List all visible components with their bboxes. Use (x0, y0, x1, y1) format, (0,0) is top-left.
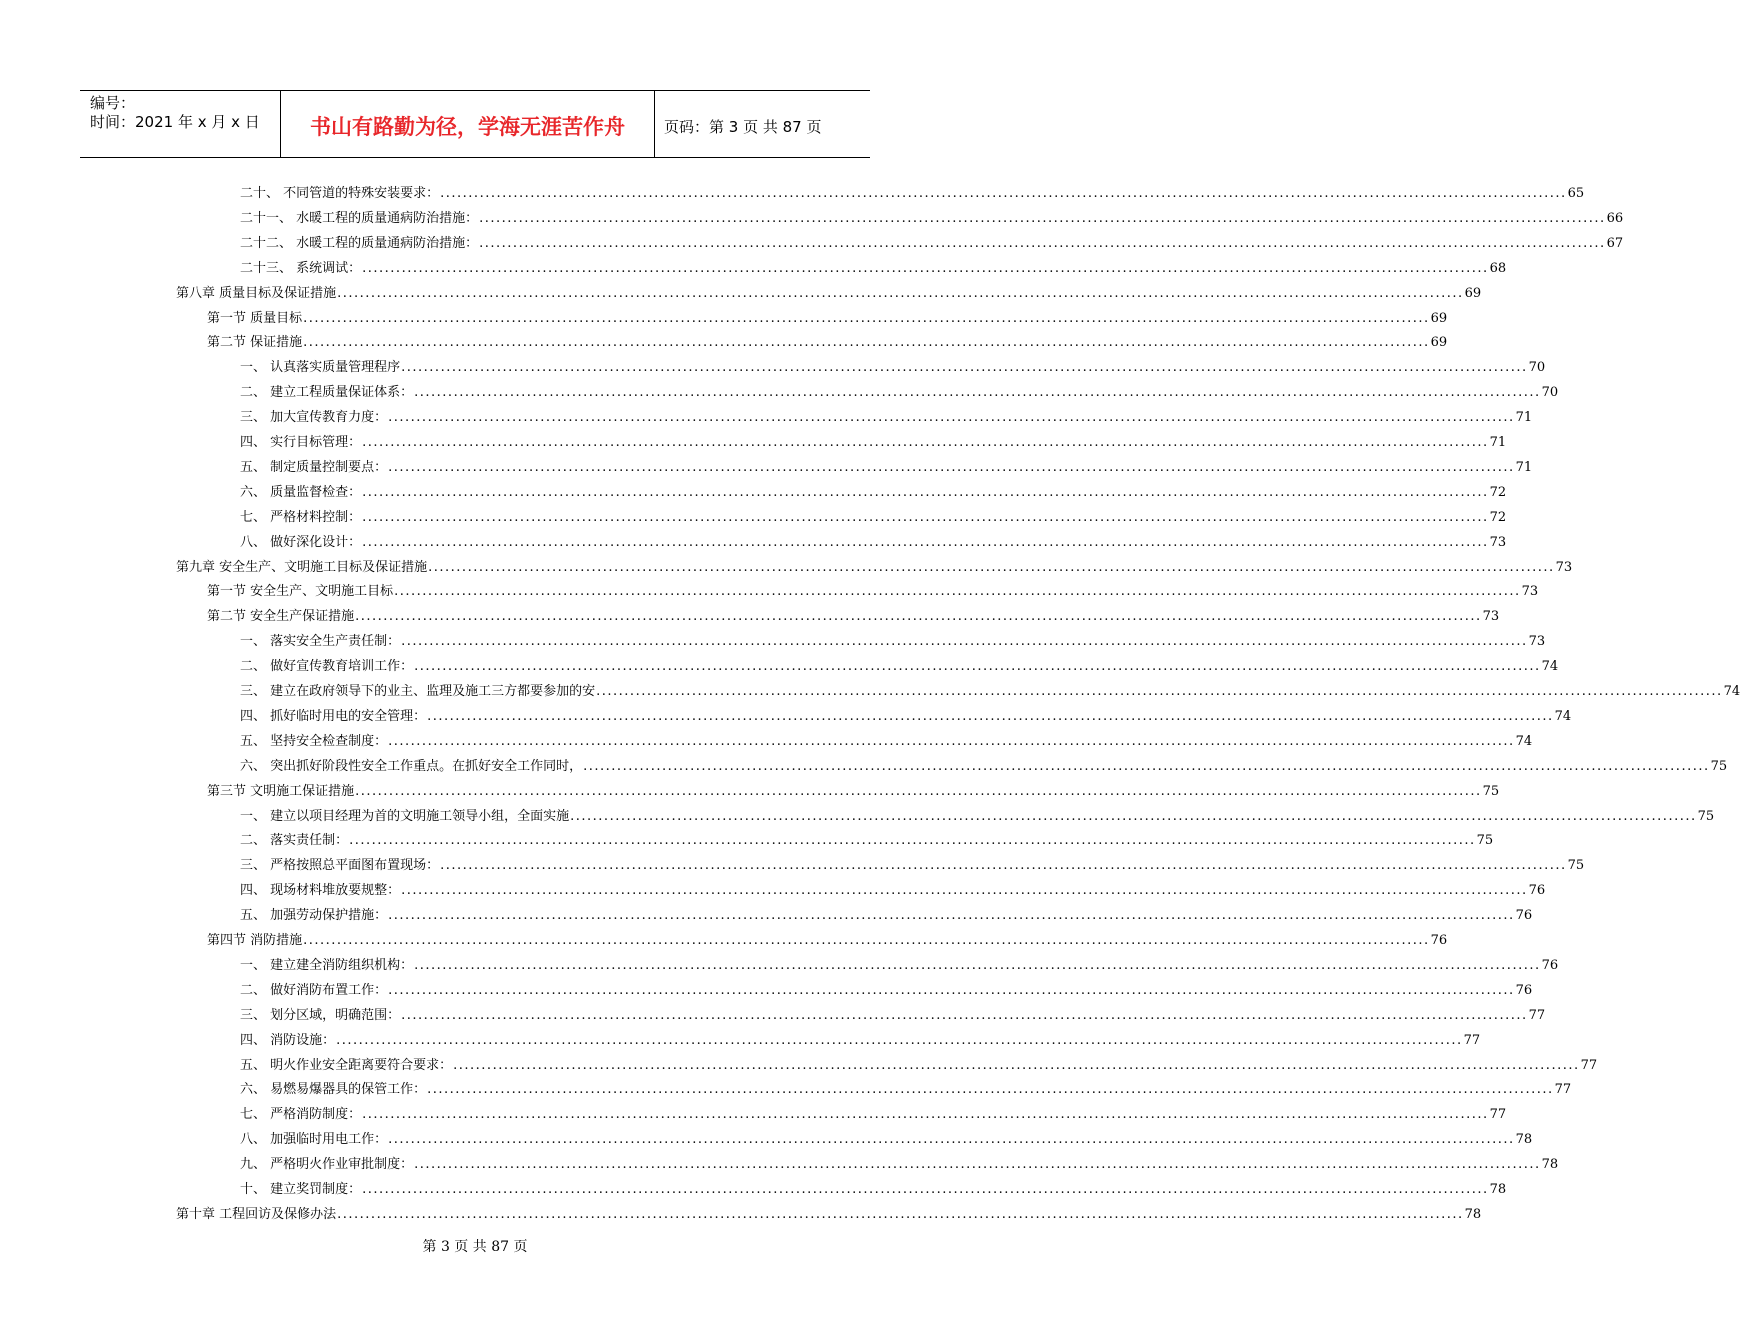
toc-entry-page: 74 (1723, 684, 1740, 699)
toc-entry[interactable] (240, 807, 1715, 827)
toc-entry-title: 二十、 不同管道的特殊安装要求： (240, 186, 440, 201)
header-meta (80, 91, 281, 157)
toc-entry[interactable] (240, 657, 1559, 677)
toc-entry[interactable] (240, 1056, 1598, 1076)
toc-entry-page: 65 (1567, 186, 1585, 201)
toc-entry-title: 第一节 安全生产、文明施工目标 (207, 584, 394, 599)
toc-entry-title: 十、 建立奖罚制度： (240, 1182, 362, 1197)
toc-entry-page: 74 (1515, 734, 1533, 749)
toc-leader-dots: ........................................................................................................................................................................................................ (414, 1157, 1541, 1172)
toc-entry-title: 三、 严格按照总平面图布置现场： (240, 858, 440, 873)
toc-leader-dots: ........................................................................................................................................................................................................ (388, 410, 1515, 425)
toc-leader-dots: ........................................................................................................................................................................................................ (479, 236, 1606, 251)
toc-entry-title: 二十一、 水暖工程的质量通病防治措施： (240, 211, 479, 226)
toc-entry-page: 66 (1606, 211, 1624, 226)
toc-entry-page: 70 (1528, 360, 1546, 375)
toc-entry[interactable] (207, 333, 1448, 353)
toc-entry-page: 76 (1515, 908, 1533, 923)
toc-leader-dots: ........................................................................................................................................................................................................ (440, 186, 1567, 201)
toc-entry[interactable] (240, 906, 1533, 926)
toc-entry-page: 69 (1464, 286, 1482, 301)
toc-entry-page: 75 (1567, 858, 1585, 873)
toc-entry-title: 一、 建立以项目经理为首的文明施工领导小组，全面实施 (240, 809, 570, 824)
toc-leader-dots: ........................................................................................................................................................................................................ (337, 1207, 1464, 1222)
toc-leader-dots: ........................................................................................................................................................................................................ (355, 784, 1482, 799)
toc-entry[interactable] (176, 1205, 1482, 1225)
toc-entry-page: 73 (1521, 584, 1539, 599)
toc-entry[interactable] (240, 458, 1533, 478)
toc-entry[interactable] (240, 533, 1507, 553)
toc-leader-dots: ........................................................................................................................................................................................................ (388, 908, 1515, 923)
toc-leader-dots: ........................................................................................................................................................................................................ (362, 1107, 1489, 1122)
toc-entry-title: 九、 严格明火作业审批制度： (240, 1157, 414, 1172)
toc-entry-page: 75 (1697, 809, 1715, 824)
toc-entry[interactable] (240, 732, 1533, 752)
toc-entry[interactable] (207, 782, 1500, 802)
toc-entry[interactable] (207, 309, 1448, 329)
toc-entry[interactable] (240, 1155, 1559, 1175)
toc-leader-dots: ........................................................................................................................................................................................................ (336, 1033, 1463, 1048)
toc-entry-title: 三、 划分区域，明确范围： (240, 1008, 401, 1023)
document-date: 时间：2021 年 x 月 x 日 (90, 113, 260, 131)
toc-entry[interactable] (240, 632, 1546, 652)
toc-entry-title: 第二节 安全生产保证措施 (207, 609, 355, 624)
toc-entry-title: 第一节 质量目标 (207, 311, 303, 326)
toc-entry-page: 75 (1710, 759, 1728, 774)
toc-entry-page: 70 (1541, 385, 1559, 400)
toc-entry[interactable] (240, 383, 1559, 403)
toc-entry-title: 二、 落实责任制： (240, 833, 349, 848)
toc-leader-dots: ........................................................................................................................................................................................................ (394, 584, 1521, 599)
toc-leader-dots: ........................................................................................................................................................................................................ (414, 958, 1541, 973)
toc-entry-title: 七、 严格材料控制： (240, 510, 362, 525)
toc-leader-dots: ........................................................................................................................................................................................................ (362, 510, 1489, 525)
toc-leader-dots: ........................................................................................................................................................................................................ (414, 659, 1541, 674)
toc-leader-dots: ........................................................................................................................................................................................................ (453, 1058, 1580, 1073)
toc-entry-page: 72 (1489, 485, 1507, 500)
toc-leader-dots: ........................................................................................................................................................................................................ (401, 1008, 1528, 1023)
toc-entry-title: 第三节 文明施工保证措施 (207, 784, 355, 799)
toc-entry-title: 七、 严格消防制度： (240, 1107, 362, 1122)
toc-entry-page: 72 (1489, 510, 1507, 525)
toc-entry[interactable] (207, 931, 1448, 951)
toc-entry[interactable] (176, 284, 1482, 304)
toc-leader-dots: ........................................................................................................................................................................................................ (303, 933, 1430, 948)
toc-leader-dots: ........................................................................................................................................................................................................ (583, 759, 1710, 774)
toc-entry[interactable] (240, 707, 1572, 727)
toc-leader-dots: ........................................................................................................................................................................................................ (427, 709, 1554, 724)
toc-entry-title: 第十章 工程回访及保修办法 (176, 1207, 337, 1222)
toc-entry-page: 78 (1541, 1157, 1559, 1172)
toc-entry[interactable] (240, 856, 1585, 876)
toc-leader-dots: ........................................................................................................................................................................................................ (355, 609, 1482, 624)
toc-entry[interactable] (207, 582, 1539, 602)
toc-entry[interactable] (176, 558, 1573, 578)
toc-leader-dots: ........................................................................................................................................................................................................ (596, 684, 1723, 699)
toc-entry-page: 69 (1430, 311, 1448, 326)
toc-entry[interactable] (240, 1180, 1507, 1200)
toc-entry[interactable] (240, 1105, 1507, 1125)
toc-entry-page: 73 (1489, 535, 1507, 550)
toc-leader-dots: ........................................................................................................................................................................................................ (440, 858, 1567, 873)
toc-entry-title: 二十二、 水暖工程的质量通病防治措施： (240, 236, 479, 251)
toc-entry[interactable] (240, 981, 1533, 1001)
toc-entry[interactable] (240, 956, 1559, 976)
toc-leader-dots: ........................................................................................................................................................................................................ (362, 435, 1489, 450)
toc-entry-page: 71 (1515, 410, 1533, 425)
toc-entry-page: 74 (1554, 709, 1572, 724)
toc-leader-dots: ........................................................................................................................................................................................................ (388, 460, 1515, 475)
toc-entry-page: 77 (1528, 1008, 1546, 1023)
toc-leader-dots: ........................................................................................................................................................................................................ (388, 983, 1515, 998)
toc-entry-title: 一、 建立建全消防组织机构： (240, 958, 414, 973)
toc-entry-title: 五、 坚持安全检查制度： (240, 734, 388, 749)
toc-entry[interactable] (207, 607, 1500, 627)
toc-entry[interactable] (240, 408, 1533, 428)
toc-leader-dots: ........................................................................................................................................................................................................ (414, 385, 1541, 400)
toc-entry-page: 75 (1476, 833, 1494, 848)
toc-entry-title: 第九章 安全生产、文明施工目标及保证措施 (176, 560, 428, 575)
toc-entry-page: 78 (1515, 1132, 1533, 1147)
toc-entry-title: 四、 消防设施： (240, 1033, 336, 1048)
toc-leader-dots: ........................................................................................................................................................................................................ (388, 1132, 1515, 1147)
toc-entry-title: 第四节 消防措施 (207, 933, 303, 948)
document-number-label: 编号： (90, 94, 136, 112)
toc-entry[interactable] (240, 358, 1546, 378)
toc-entry-page: 78 (1489, 1182, 1507, 1197)
toc-entry-title: 四、 抓好临时用电的安全管理： (240, 709, 427, 724)
toc-entry-page: 77 (1489, 1107, 1507, 1122)
toc-entry[interactable] (240, 757, 1728, 777)
toc-leader-dots: ........................................................................................................................................................................................................ (362, 485, 1489, 500)
toc-entry-title: 四、 现场材料堆放要规整： (240, 883, 401, 898)
toc-entry-page: 69 (1430, 335, 1448, 350)
toc-leader-dots: ........................................................................................................................................................................................................ (303, 311, 1430, 326)
toc-leader-dots: ........................................................................................................................................................................................................ (401, 883, 1528, 898)
toc-entry-title: 二、 做好宣传教育培训工作： (240, 659, 414, 674)
header-motto: 书山有路勤为径，学海无涯苦作舟 (281, 91, 655, 157)
toc-entry-title: 六、 易燃易爆器具的保管工作： (240, 1082, 427, 1097)
toc-entry-title: 五、 加强劳动保护措施： (240, 908, 388, 923)
toc-leader-dots: ........................................................................................................................................................................................................ (337, 286, 1464, 301)
toc-entry[interactable] (240, 508, 1507, 528)
toc-entry[interactable] (240, 184, 1585, 204)
toc-entry-page: 77 (1554, 1082, 1572, 1097)
toc-entry-title: 第八章 质量目标及保证措施 (176, 286, 337, 301)
toc-entry-title: 五、 制定质量控制要点： (240, 460, 388, 475)
toc-leader-dots: ........................................................................................................................................................................................................ (362, 1182, 1489, 1197)
toc-leader-dots: ........................................................................................................................................................................................................ (349, 833, 1476, 848)
toc-entry-title: 六、 突出抓好阶段性安全工作重点。在抓好安全工作同时， (240, 759, 583, 774)
toc-leader-dots: ........................................................................................................................................................................................................ (401, 634, 1528, 649)
toc-entry-title: 三、 建立在政府领导下的业主、监理及施工三方都要参加的安 (240, 684, 596, 699)
toc-leader-dots: ........................................................................................................................................................................................................ (479, 211, 1606, 226)
toc-entry-page: 78 (1464, 1207, 1482, 1222)
toc-entry[interactable] (240, 881, 1546, 901)
toc-entry-title: 八、 做好深化设计： (240, 535, 362, 550)
toc-entry-page: 76 (1541, 958, 1559, 973)
toc-entry[interactable] (240, 1006, 1546, 1026)
toc-entry-page: 67 (1606, 236, 1624, 251)
toc-entry[interactable] (240, 259, 1507, 279)
toc-entry-title: 二十三、 系统调试： (240, 261, 362, 276)
toc-leader-dots: ........................................................................................................................................................................................................ (303, 335, 1430, 350)
toc-entry-title: 二、 做好消防布置工作： (240, 983, 388, 998)
toc-entry-title: 一、 落实安全生产责任制： (240, 634, 401, 649)
header-page-number: 页码：第 3 页 共 87 页 (664, 117, 822, 136)
page-footer: 第 3 页 共 87 页 (422, 1239, 528, 1255)
page-header (80, 90, 870, 158)
toc-entry-title: 三、 加大宣传教育力度： (240, 410, 388, 425)
toc-entry-page: 76 (1430, 933, 1448, 948)
toc-entry-page: 71 (1515, 460, 1533, 475)
toc-entry-page: 75 (1482, 784, 1500, 799)
toc-leader-dots: ........................................................................................................................................................................................................ (428, 560, 1555, 575)
toc-entry-title: 四、 实行目标管理： (240, 435, 362, 450)
toc-entry-page: 73 (1482, 609, 1500, 624)
toc-entry[interactable] (240, 433, 1507, 453)
toc-entry-page: 76 (1528, 883, 1546, 898)
toc-entry[interactable] (240, 234, 1624, 254)
toc-leader-dots: ........................................................................................................................................................................................................ (570, 809, 1697, 824)
toc-entry[interactable] (240, 682, 1740, 702)
toc-entry-page: 73 (1555, 560, 1573, 575)
toc-entry-page: 74 (1541, 659, 1559, 674)
toc-entry-page: 71 (1489, 435, 1507, 450)
toc-entry-title: 二、 建立工程质量保证体系： (240, 385, 414, 400)
toc-leader-dots: ........................................................................................................................................................................................................ (401, 360, 1528, 375)
toc-entry-page: 76 (1515, 983, 1533, 998)
toc-leader-dots: ........................................................................................................................................................................................................ (427, 1082, 1554, 1097)
toc-entry-title: 一、 认真落实质量管理程序 (240, 360, 401, 375)
toc-entry-page: 68 (1489, 261, 1507, 276)
toc-entry[interactable] (240, 209, 1624, 229)
toc-entry[interactable] (240, 483, 1507, 503)
toc-entry-title: 五、 明火作业安全距离要符合要求： (240, 1058, 453, 1073)
toc-entry[interactable] (240, 1130, 1533, 1150)
toc-entry-page: 73 (1528, 634, 1546, 649)
toc-leader-dots: ........................................................................................................................................................................................................ (388, 734, 1515, 749)
toc-entry-title: 第二节 保证措施 (207, 335, 303, 350)
toc-entry-page: 77 (1580, 1058, 1598, 1073)
toc-leader-dots: ........................................................................................................................................................................................................ (362, 535, 1489, 550)
toc-entry-title: 八、 加强临时用电工作： (240, 1132, 388, 1147)
toc-leader-dots: ........................................................................................................................................................................................................ (362, 261, 1489, 276)
toc-entry[interactable] (240, 1080, 1572, 1100)
toc-entry-title: 六、 质量监督检查： (240, 485, 362, 500)
toc-entry[interactable] (240, 1031, 1481, 1051)
toc-entry-page: 77 (1463, 1033, 1481, 1048)
toc-entry[interactable] (240, 831, 1494, 851)
